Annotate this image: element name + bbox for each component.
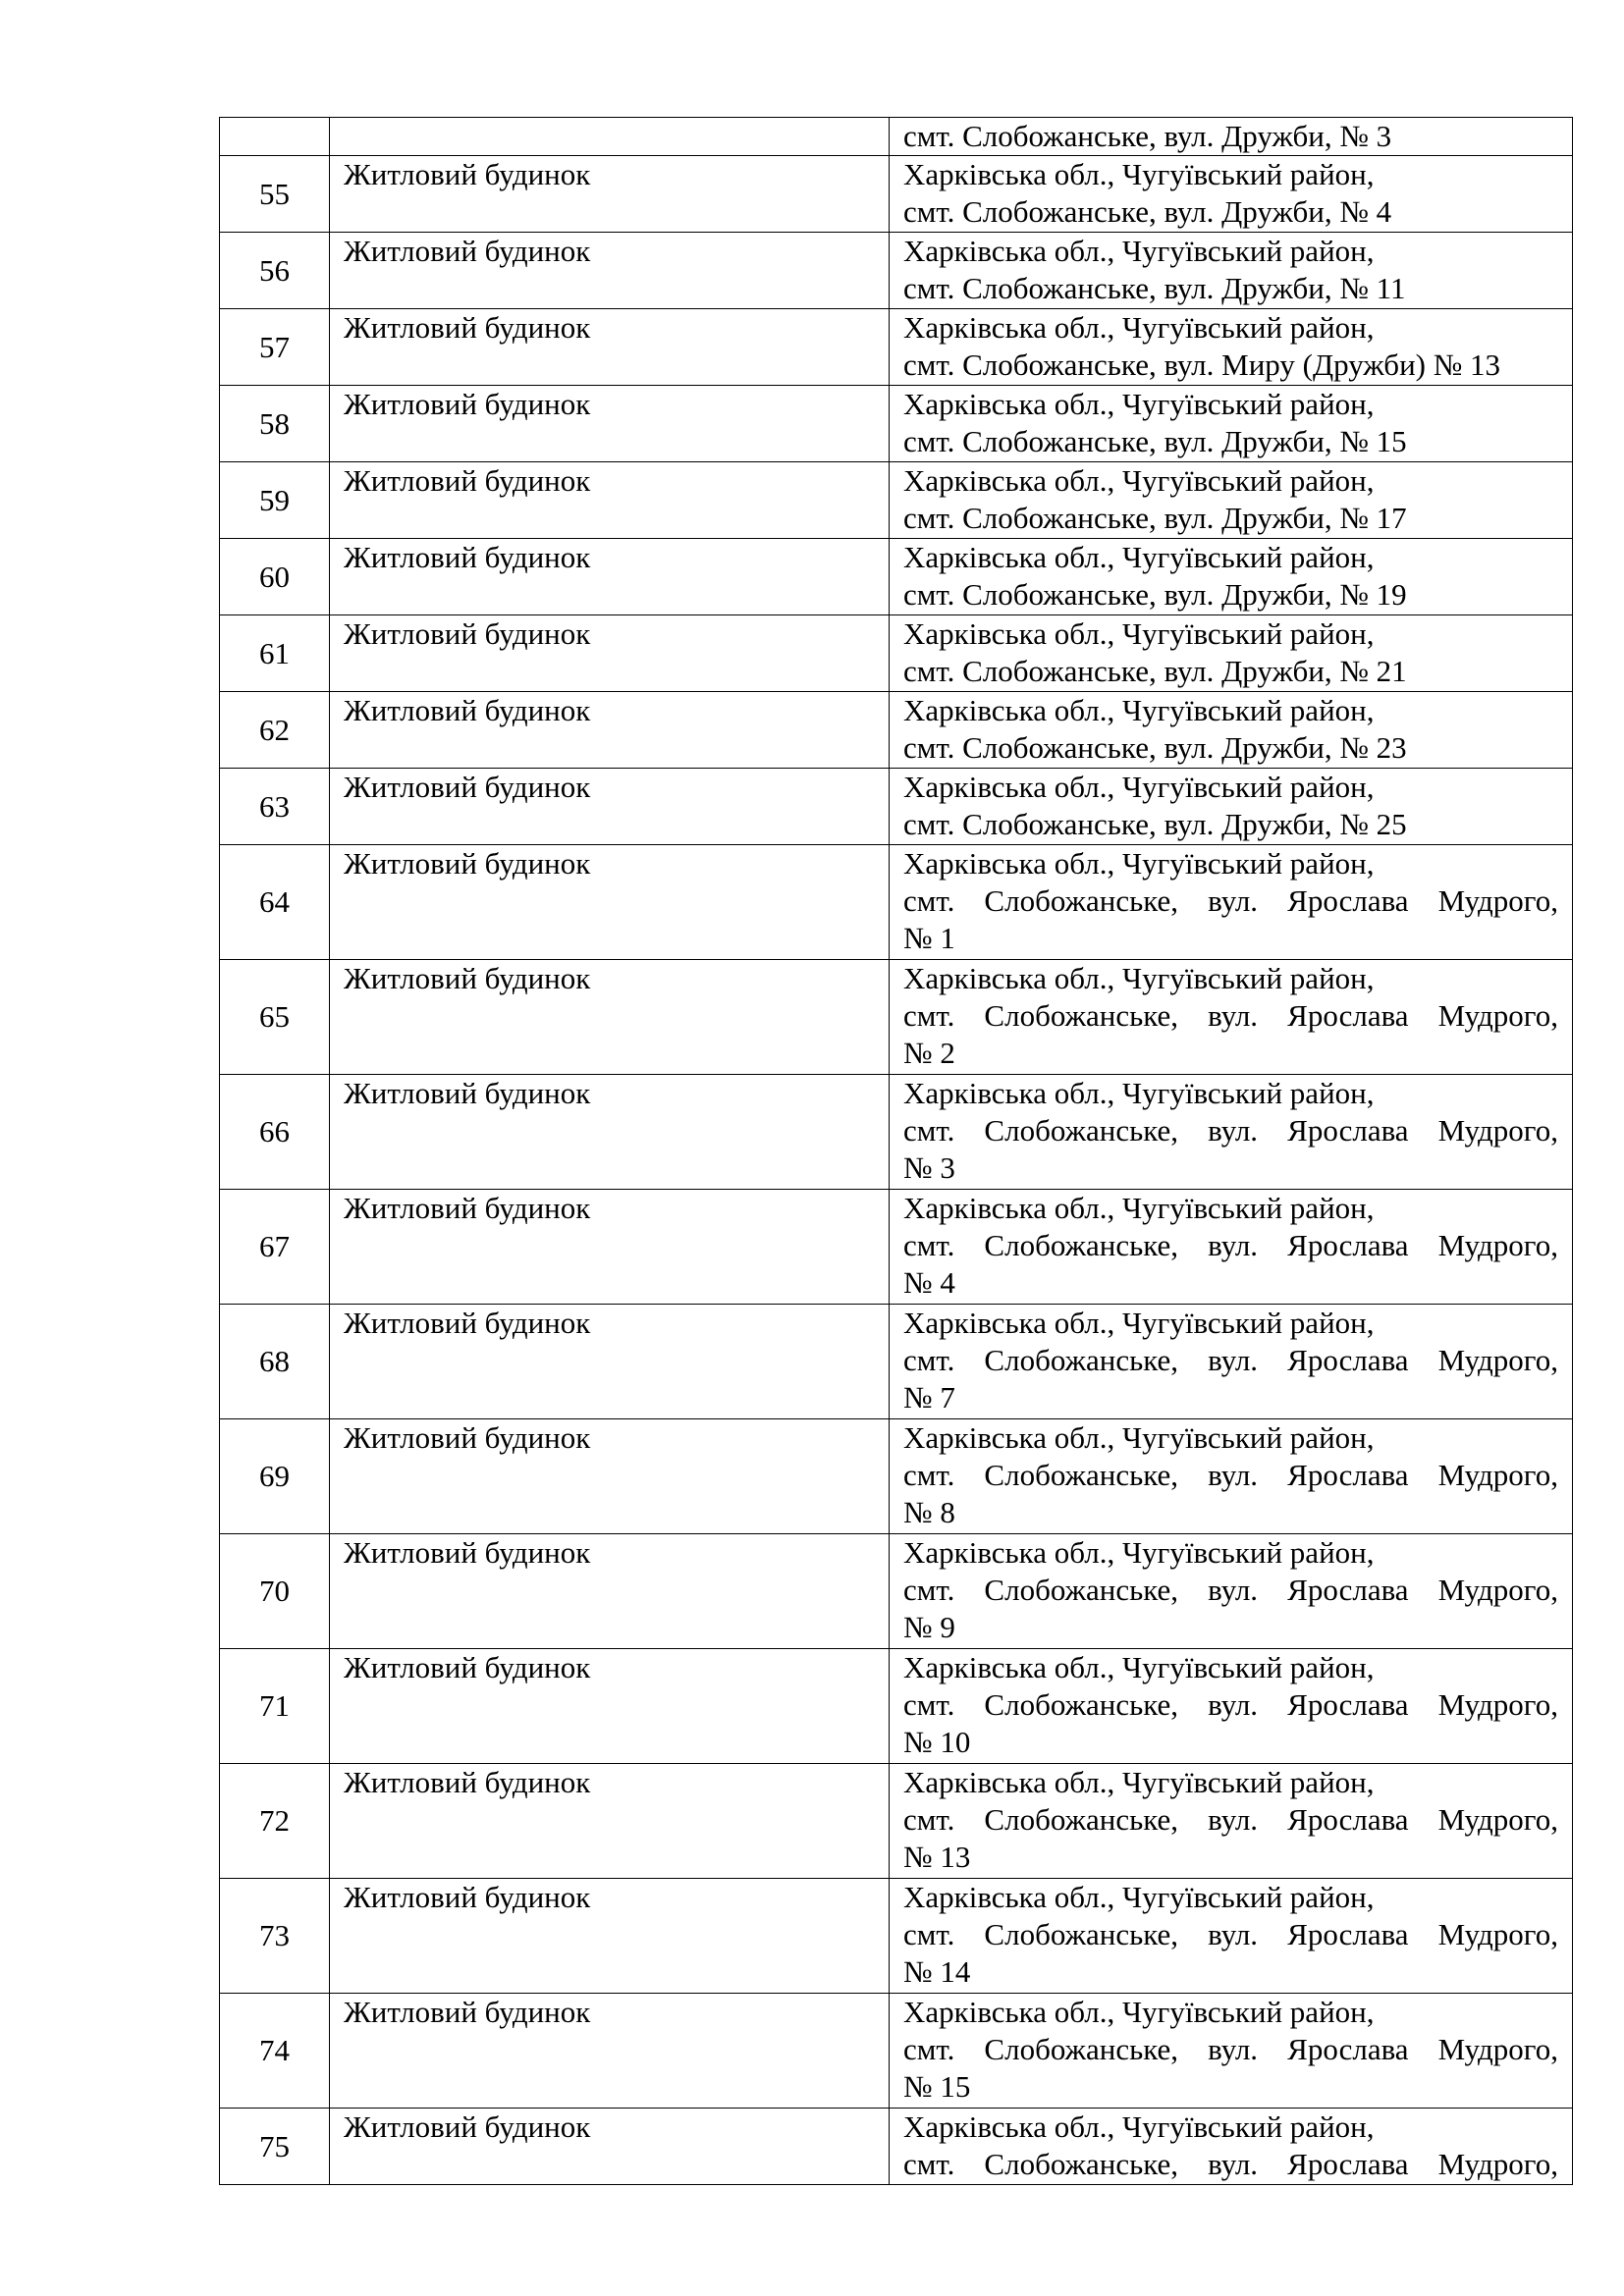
- row-number-cell: 67: [220, 1190, 330, 1305]
- address-cell: [890, 386, 1573, 462]
- table-row: [220, 1994, 1573, 2109]
- address-word: Мудрого,: [1437, 1687, 1558, 1722]
- address-cell: [890, 1764, 1573, 1879]
- row-number-cell: 63: [220, 769, 330, 845]
- address-word: смт.: [903, 1917, 955, 1951]
- address-word: Слобожанське,: [984, 1687, 1179, 1722]
- address-cell: [890, 692, 1573, 769]
- address-word: Мудрого,: [1437, 998, 1558, 1033]
- object-name-cell: Житловий будинок: [330, 1190, 890, 1305]
- address-word: вул.: [1208, 998, 1259, 1033]
- address-word: Ярослава: [1287, 1687, 1409, 1722]
- row-number-cell: 61: [220, 615, 330, 692]
- address-word: Слобожанське,: [984, 1228, 1179, 1262]
- table-row: [220, 156, 1573, 233]
- address-cell: [890, 1419, 1573, 1534]
- address-line: Харківська обл., Чугуївський район,: [903, 846, 1375, 881]
- address-line: [903, 2146, 1558, 2183]
- object-name-cell: Житловий будинок: [330, 1994, 890, 2109]
- address-line: Харківська обл., Чугуївський район,: [903, 1076, 1375, 1110]
- address-cell: [890, 1190, 1573, 1305]
- address-line: № 9: [903, 1610, 955, 1644]
- address-word: Ярослава: [1287, 1343, 1409, 1377]
- address-line: Харківська обл., Чугуївський район,: [903, 693, 1375, 727]
- table-row: [220, 692, 1573, 769]
- row-number-cell: 57: [220, 309, 330, 386]
- address-line: № 10: [903, 1725, 971, 1759]
- address-word: смт.: [903, 2147, 955, 2181]
- table-row: [220, 386, 1573, 462]
- address-word: Слобожанське,: [984, 998, 1179, 1033]
- address-word: Мудрого,: [1437, 1573, 1558, 1607]
- table-row-continuation: [220, 118, 1573, 156]
- object-name-cell: Житловий будинок: [330, 233, 890, 309]
- table-row: [220, 309, 1573, 386]
- object-name-cell: Житловий будинок: [330, 539, 890, 615]
- address-word: Ярослава: [1287, 883, 1409, 918]
- address-line: [903, 1342, 1558, 1379]
- row-number-cell: 70: [220, 1534, 330, 1649]
- address-word: Ярослава: [1287, 2032, 1409, 2066]
- object-name-cell: Житловий будинок: [330, 769, 890, 845]
- row-number-cell: 69: [220, 1419, 330, 1534]
- address-cell: [890, 769, 1573, 845]
- row-number-cell: 73: [220, 1879, 330, 1994]
- address-line: Харківська обл., Чугуївський район,: [903, 234, 1375, 268]
- address-line: Харківська обл., Чугуївський район,: [903, 1420, 1375, 1455]
- address-line: смт. Слобожанське, вул. Дружби, № 21: [903, 654, 1407, 688]
- row-number-cell: 65: [220, 960, 330, 1075]
- address-line: Харківська обл., Чугуївський район,: [903, 961, 1375, 995]
- object-name-cell: Житловий будинок: [330, 692, 890, 769]
- object-name-cell: Житловий будинок: [330, 386, 890, 462]
- address-line: смт. Слобожанське, вул. Дружби, № 4: [903, 194, 1392, 229]
- address-word: смт.: [903, 1113, 955, 1148]
- address-word: Ярослава: [1287, 1113, 1409, 1148]
- row-number-cell: 59: [220, 462, 330, 539]
- address-line: смт. Слобожанське, вул. Дружби, № 19: [903, 577, 1407, 612]
- address-word: Мудрого,: [1437, 2147, 1558, 2181]
- address-cell: [890, 156, 1573, 233]
- object-name-cell: [330, 118, 890, 156]
- address-cell: [890, 2109, 1573, 2185]
- table-row: [220, 1190, 1573, 1305]
- address-word: Ярослава: [1287, 1917, 1409, 1951]
- address-line: Харківська обл., Чугуївський район,: [903, 2109, 1375, 2144]
- object-name-cell: Житловий будинок: [330, 156, 890, 233]
- row-number-cell: 75: [220, 2109, 330, 2185]
- address-word: Ярослава: [1287, 1458, 1409, 1492]
- document-page: [219, 117, 1572, 2185]
- address-line: смт. Слобожанське, вул. Дружби, № 15: [903, 424, 1407, 458]
- table-row: [220, 539, 1573, 615]
- row-number-cell: [220, 118, 330, 156]
- address-word: Мудрого,: [1437, 883, 1558, 918]
- table-row: [220, 462, 1573, 539]
- address-line: № 7: [903, 1380, 955, 1415]
- table-body: [220, 118, 1573, 2185]
- address-word: вул.: [1208, 2032, 1259, 2066]
- address-cell: [890, 1075, 1573, 1190]
- address-line: смт. Слобожанське, вул. Дружби, № 11: [903, 271, 1406, 305]
- object-name-cell: Житловий будинок: [330, 309, 890, 386]
- address-word: Слобожанське,: [984, 2147, 1179, 2181]
- address-line: Харківська обл., Чугуївський район,: [903, 1765, 1375, 1799]
- table-row: [220, 1534, 1573, 1649]
- table-row: [220, 2109, 1573, 2185]
- address-word: Мудрого,: [1437, 1343, 1558, 1377]
- row-number-cell: 55: [220, 156, 330, 233]
- address-word: смт.: [903, 998, 955, 1033]
- address-word: вул.: [1208, 1343, 1259, 1377]
- address-line: [903, 1801, 1558, 1839]
- object-name-cell: Житловий будинок: [330, 1534, 890, 1649]
- address-cell: [890, 309, 1573, 386]
- address-word: смт.: [903, 2032, 955, 2066]
- table-row: [220, 1649, 1573, 1764]
- address-line: Харківська обл., Чугуївський район,: [903, 1191, 1375, 1225]
- address-word: вул.: [1208, 1113, 1259, 1148]
- row-number-cell: 62: [220, 692, 330, 769]
- address-line: Харківська обл., Чугуївський район,: [903, 463, 1375, 498]
- address-word: Мудрого,: [1437, 1113, 1558, 1148]
- address-word: Ярослава: [1287, 998, 1409, 1033]
- address-cell: [890, 960, 1573, 1075]
- object-name-cell: Житловий будинок: [330, 1879, 890, 1994]
- address-word: вул.: [1208, 1687, 1259, 1722]
- address-line: Харківська обл., Чугуївський район,: [903, 616, 1375, 651]
- address-word: вул.: [1208, 1228, 1259, 1262]
- address-cell: [890, 1649, 1573, 1764]
- address-word: вул.: [1208, 1573, 1259, 1607]
- table-row: [220, 1879, 1573, 1994]
- table-row: [220, 769, 1573, 845]
- address-cell: [890, 118, 1573, 156]
- object-name-cell: Житловий будинок: [330, 1419, 890, 1534]
- address-line: Харківська обл., Чугуївський район,: [903, 387, 1375, 421]
- address-line: № 8: [903, 1495, 955, 1529]
- object-name-cell: Житловий будинок: [330, 960, 890, 1075]
- address-cell: [890, 615, 1573, 692]
- object-name-cell: Житловий будинок: [330, 615, 890, 692]
- row-number-cell: 58: [220, 386, 330, 462]
- address-word: Слобожанське,: [984, 1458, 1179, 1492]
- object-name-cell: Житловий будинок: [330, 1305, 890, 1419]
- address-line: [903, 997, 1558, 1035]
- table-row: [220, 845, 1573, 960]
- address-word: Мудрого,: [1437, 1228, 1558, 1262]
- row-number-cell: 74: [220, 1994, 330, 2109]
- address-line: № 1: [903, 921, 955, 955]
- address-word: вул.: [1208, 2147, 1259, 2181]
- address-line: смт. Слобожанське, вул. Миру (Дружби) № 13: [903, 347, 1501, 382]
- address-line: Харківська обл., Чугуївський район,: [903, 1306, 1375, 1340]
- address-line: Харківська обл., Чугуївський район,: [903, 1535, 1375, 1570]
- address-line: [903, 1112, 1558, 1149]
- object-name-cell: Житловий будинок: [330, 1764, 890, 1879]
- address-line: смт. Слобожанське, вул. Дружби, № 25: [903, 807, 1407, 841]
- table-row: [220, 1075, 1573, 1190]
- address-line: [903, 1227, 1558, 1264]
- address-line: № 2: [903, 1036, 955, 1070]
- address-line: Харківська обл., Чугуївський район,: [903, 1880, 1375, 1914]
- row-number-cell: 60: [220, 539, 330, 615]
- address-line: [903, 1572, 1558, 1609]
- address-cell: [890, 462, 1573, 539]
- address-line: [903, 1686, 1558, 1724]
- row-number-cell: 72: [220, 1764, 330, 1879]
- address-word: смт.: [903, 1228, 955, 1262]
- address-word: смт.: [903, 1343, 955, 1377]
- row-number-cell: 68: [220, 1305, 330, 1419]
- address-cell: [890, 233, 1573, 309]
- address-line: смт. Слобожанське, вул. Дружби, № 17: [903, 501, 1407, 535]
- table-row: [220, 1305, 1573, 1419]
- address-word: смт.: [903, 883, 955, 918]
- address-word: смт.: [903, 1802, 955, 1837]
- address-line: № 15: [903, 2069, 971, 2104]
- address-word: Слобожанське,: [984, 1343, 1179, 1377]
- address-word: смт.: [903, 1687, 955, 1722]
- address-line: [903, 2031, 1558, 2068]
- address-word: смт.: [903, 1573, 955, 1607]
- address-word: Ярослава: [1287, 2147, 1409, 2181]
- table-row: [220, 233, 1573, 309]
- address-line: Харківська обл., Чугуївський район,: [903, 310, 1375, 345]
- object-name-cell: Житловий будинок: [330, 2109, 890, 2185]
- address-word: Слобожанське,: [984, 2032, 1179, 2066]
- address-word: Ярослава: [1287, 1802, 1409, 1837]
- address-line: № 3: [903, 1150, 955, 1185]
- address-cell: [890, 1534, 1573, 1649]
- address-cell: [890, 1879, 1573, 1994]
- address-word: Слобожанське,: [984, 1573, 1179, 1607]
- address-word: Слобожанське,: [984, 883, 1179, 918]
- buildings-table: [219, 117, 1573, 2185]
- object-name-cell: Житловий будинок: [330, 462, 890, 539]
- address-cell: [890, 1305, 1573, 1419]
- address-cell: [890, 1994, 1573, 2109]
- address-line: Харківська обл., Чугуївський район,: [903, 1650, 1375, 1684]
- address-line: Харківська обл., Чугуївський район,: [903, 1995, 1375, 2029]
- row-number-cell: 64: [220, 845, 330, 960]
- row-number-cell: 66: [220, 1075, 330, 1190]
- object-name-cell: Житловий будинок: [330, 1075, 890, 1190]
- address-line: [903, 882, 1558, 920]
- address-word: Слобожанське,: [984, 1917, 1179, 1951]
- row-number-cell: 56: [220, 233, 330, 309]
- address-word: Слобожанське,: [984, 1802, 1179, 1837]
- address-line: Харківська обл., Чугуївський район,: [903, 770, 1375, 804]
- address-word: вул.: [1208, 1458, 1259, 1492]
- address-cell: [890, 539, 1573, 615]
- address-word: Слобожанське,: [984, 1113, 1179, 1148]
- row-number-cell: 71: [220, 1649, 330, 1764]
- address-line: [903, 1916, 1558, 1953]
- address-word: Мудрого,: [1437, 1917, 1558, 1951]
- address-line: смт. Слобожанське, вул. Дружби, № 3: [903, 119, 1392, 153]
- table-row: [220, 960, 1573, 1075]
- address-line: № 4: [903, 1265, 955, 1300]
- address-line: Харківська обл., Чугуївський район,: [903, 540, 1375, 574]
- address-line: смт. Слобожанське, вул. Дружби, № 23: [903, 730, 1407, 765]
- address-word: Мудрого,: [1437, 1458, 1558, 1492]
- table-row: [220, 1764, 1573, 1879]
- address-word: вул.: [1208, 1802, 1259, 1837]
- address-word: вул.: [1208, 1917, 1259, 1951]
- address-line: [903, 1457, 1558, 1494]
- address-word: Мудрого,: [1437, 2032, 1558, 2066]
- table-row: [220, 615, 1573, 692]
- address-word: Ярослава: [1287, 1573, 1409, 1607]
- address-line: № 14: [903, 1954, 971, 1989]
- object-name-cell: Житловий будинок: [330, 1649, 890, 1764]
- address-word: Ярослава: [1287, 1228, 1409, 1262]
- address-word: Мудрого,: [1437, 1802, 1558, 1837]
- address-cell: [890, 845, 1573, 960]
- address-word: смт.: [903, 1458, 955, 1492]
- address-line: Харківська обл., Чугуївський район,: [903, 157, 1375, 191]
- object-name-cell: Житловий будинок: [330, 845, 890, 960]
- address-line: № 13: [903, 1840, 971, 1874]
- address-word: вул.: [1208, 883, 1259, 918]
- table-row: [220, 1419, 1573, 1534]
